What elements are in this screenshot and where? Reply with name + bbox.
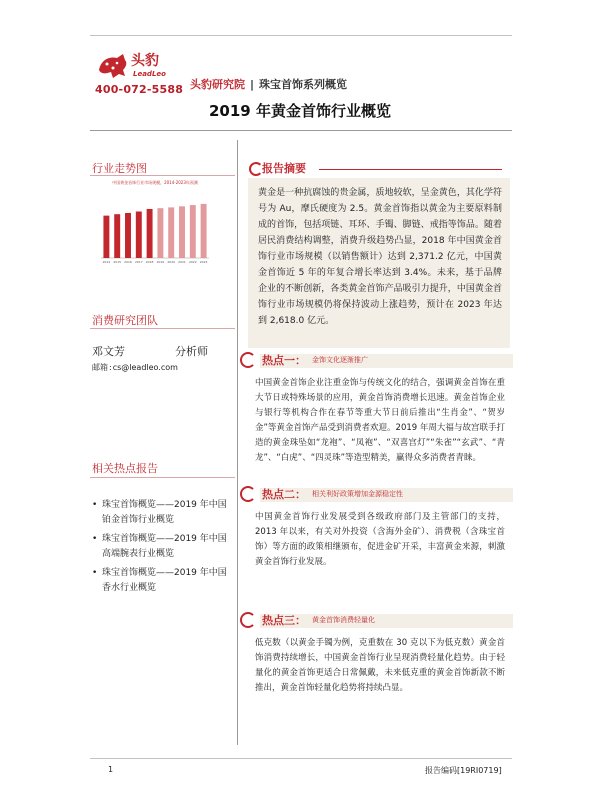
hotspot-1-label: 热点一： [262, 354, 306, 367]
trend-chart [95, 180, 215, 270]
hotspot-1-subtitle: 金饰文化逐渐推广 [312, 356, 368, 364]
trend-title: 行业走势图 [92, 162, 147, 175]
analyst-role: 分析师 [175, 345, 208, 358]
header-series [190, 76, 347, 92]
chart-tick-label: 2023 [199, 260, 208, 264]
chart-bar [125, 213, 131, 258]
hotspot-2-header [240, 486, 513, 504]
hotspot-3-label: 热点三： [262, 614, 306, 627]
trend-chart-plot [95, 188, 215, 268]
report-code: 报告编码[19RI0719] [425, 766, 502, 775]
brand-en: LeadLeo [133, 70, 166, 78]
brand-cn: 头豹 [131, 53, 159, 69]
chart-bar [147, 209, 153, 258]
chart-bar [136, 212, 142, 259]
title-rule [90, 130, 512, 131]
hotspot-1-text: 中国黄金首饰企业注重金饰与传统文化的结合，强调黄金首饰在重大节日或特殊场景的应用，黄金首饰消费增长迅速。黄金首饰企业与银行等机构合作在春节等重大节日前后推出“生肖金”、“贺岁金”等黄金首饰产品受到消费者欢迎。2019 年周大福与故宫联手打造的黄金珠坠如“龙袍”、“凤袍”、“双喜宫灯”“朱雀”“玄武”、“青龙”、“白虎”、“四灵珠”等造型精美，赢得众多消费者青睐。 [255, 378, 505, 463]
phone-number: 400-072-5588 [95, 83, 184, 96]
hotspot-2-subtitle: 相关利好政策增加金源稳定性 [312, 490, 403, 498]
section-mark-icon [240, 352, 256, 368]
chart-bar [157, 208, 163, 258]
chart-bar [201, 204, 207, 258]
page-title: 2019 年黄金首饰行业概览 [209, 102, 391, 120]
column-divider [237, 140, 238, 745]
chart-bar [179, 206, 185, 258]
summary-text: 黄金是一种抗腐蚀的贵金属，质地较软，呈金黄色，其化学符号为 Au，摩氏硬度为 2.5。黄金首饰指以黄金为主要原料制成的首饰，包括项链、耳环、手镯、脚链、戒指等饰品。随着居民消费结构调整，消费升级趋势凸显，2018 年中国黄金首饰行业市场规模（以销售额计）达到 2,371.2 亿元，中国黄金首饰近 5 年的年复合增长率达到 3.4%。未来，基于品牌企业的不断创新，各类黄金首饰产品吸引力提升，中国黄金首饰行业市场规模仍将保持波动上涨趋势，预计在 2023 年达到 2,618.0 亿元。 [258, 188, 502, 326]
related-list [92, 498, 232, 600]
footer-rule [90, 758, 512, 759]
section-mark-icon [240, 486, 256, 502]
series-name: 珠宝首饰系列概览 [259, 78, 348, 91]
chart-bar [103, 216, 109, 258]
hotspot-3-text: 低克数（以黄金手镯为例，克重数在 30 克以下为低克数）黄金首饰消费持续增长，中国黄金首饰行业呈现消费轻量化趋势。由于轻量化的黄金首饰更适合日常佩戴，未来低克重的黄金首饰新款不断推出，黄金首饰轻量化趋势将持续凸显。 [255, 638, 505, 693]
related-rule [90, 477, 235, 478]
chart-tick-label: 2020 [167, 260, 176, 264]
hotspot-2-label: 热点二： [262, 488, 306, 501]
related-item[interactable]: • 珠宝首饰概览——2019 年中国铂金首饰行业概览 [92, 498, 232, 528]
institute-name: 头豹研究院 [190, 78, 245, 91]
team-rule [90, 328, 235, 329]
hotspot-3-header [240, 612, 513, 630]
chart-tick-label: 2015 [113, 260, 122, 264]
chart-tick-label: 2019 [156, 260, 165, 264]
summary-title-rule [319, 169, 502, 170]
summary-title: 报告摘要 [262, 162, 306, 175]
chart-tick-label: 2016 [124, 260, 132, 264]
analyst-email-line: 邮箱:cs@leadleo.com [92, 363, 178, 372]
top-rule [90, 35, 512, 36]
hotspot-2-text: 中国黄金首饰行业发展受到各级政府部门及主管部门的支持，2013 年以来，有关对外投资（含海外金矿）、消费税（含珠宝首饰）等方面的政策相继颁布，促进金矿开采，丰富黄金来源，刺激黄金首饰行业发展。 [255, 512, 505, 567]
chart-tick-label: 2021 [178, 260, 186, 264]
chart-tick-label: 2022 [188, 260, 197, 264]
summary-header [237, 160, 502, 178]
chart-bar [168, 207, 174, 258]
page-number: 1 [108, 765, 114, 774]
chart-bar [114, 214, 120, 258]
chart-tick-label: 2014 [102, 260, 111, 264]
analyst-email[interactable]: cs@leadleo.com [112, 363, 178, 372]
chart-bar [190, 205, 196, 258]
chart-title: 中国黄金首饰行业市场规模，2014-2023年预测 [112, 180, 198, 185]
hotspot-3-subtitle: 黄金首饰消费轻量化 [312, 616, 375, 624]
related-item[interactable]: • 珠宝首饰概览——2019 年中国高端腕表行业概览 [92, 532, 232, 562]
analyst-name: 邓文芳 [92, 345, 125, 358]
related-item[interactable]: • 珠宝首饰概览——2019 年中国香水行业概览 [92, 566, 232, 596]
header-separator: | [250, 78, 255, 91]
hotspot-1-header [240, 352, 513, 370]
team-title: 消费研究团队 [92, 314, 158, 327]
related-title: 相关热点报告 [92, 462, 158, 475]
trend-rule [90, 175, 235, 176]
chart-tick-label: 2017 [134, 260, 143, 264]
section-mark-icon [240, 612, 256, 628]
section-mark-icon [249, 162, 263, 176]
email-label: 邮箱 [92, 363, 108, 372]
chart-tick-label: 2018 [145, 260, 154, 264]
